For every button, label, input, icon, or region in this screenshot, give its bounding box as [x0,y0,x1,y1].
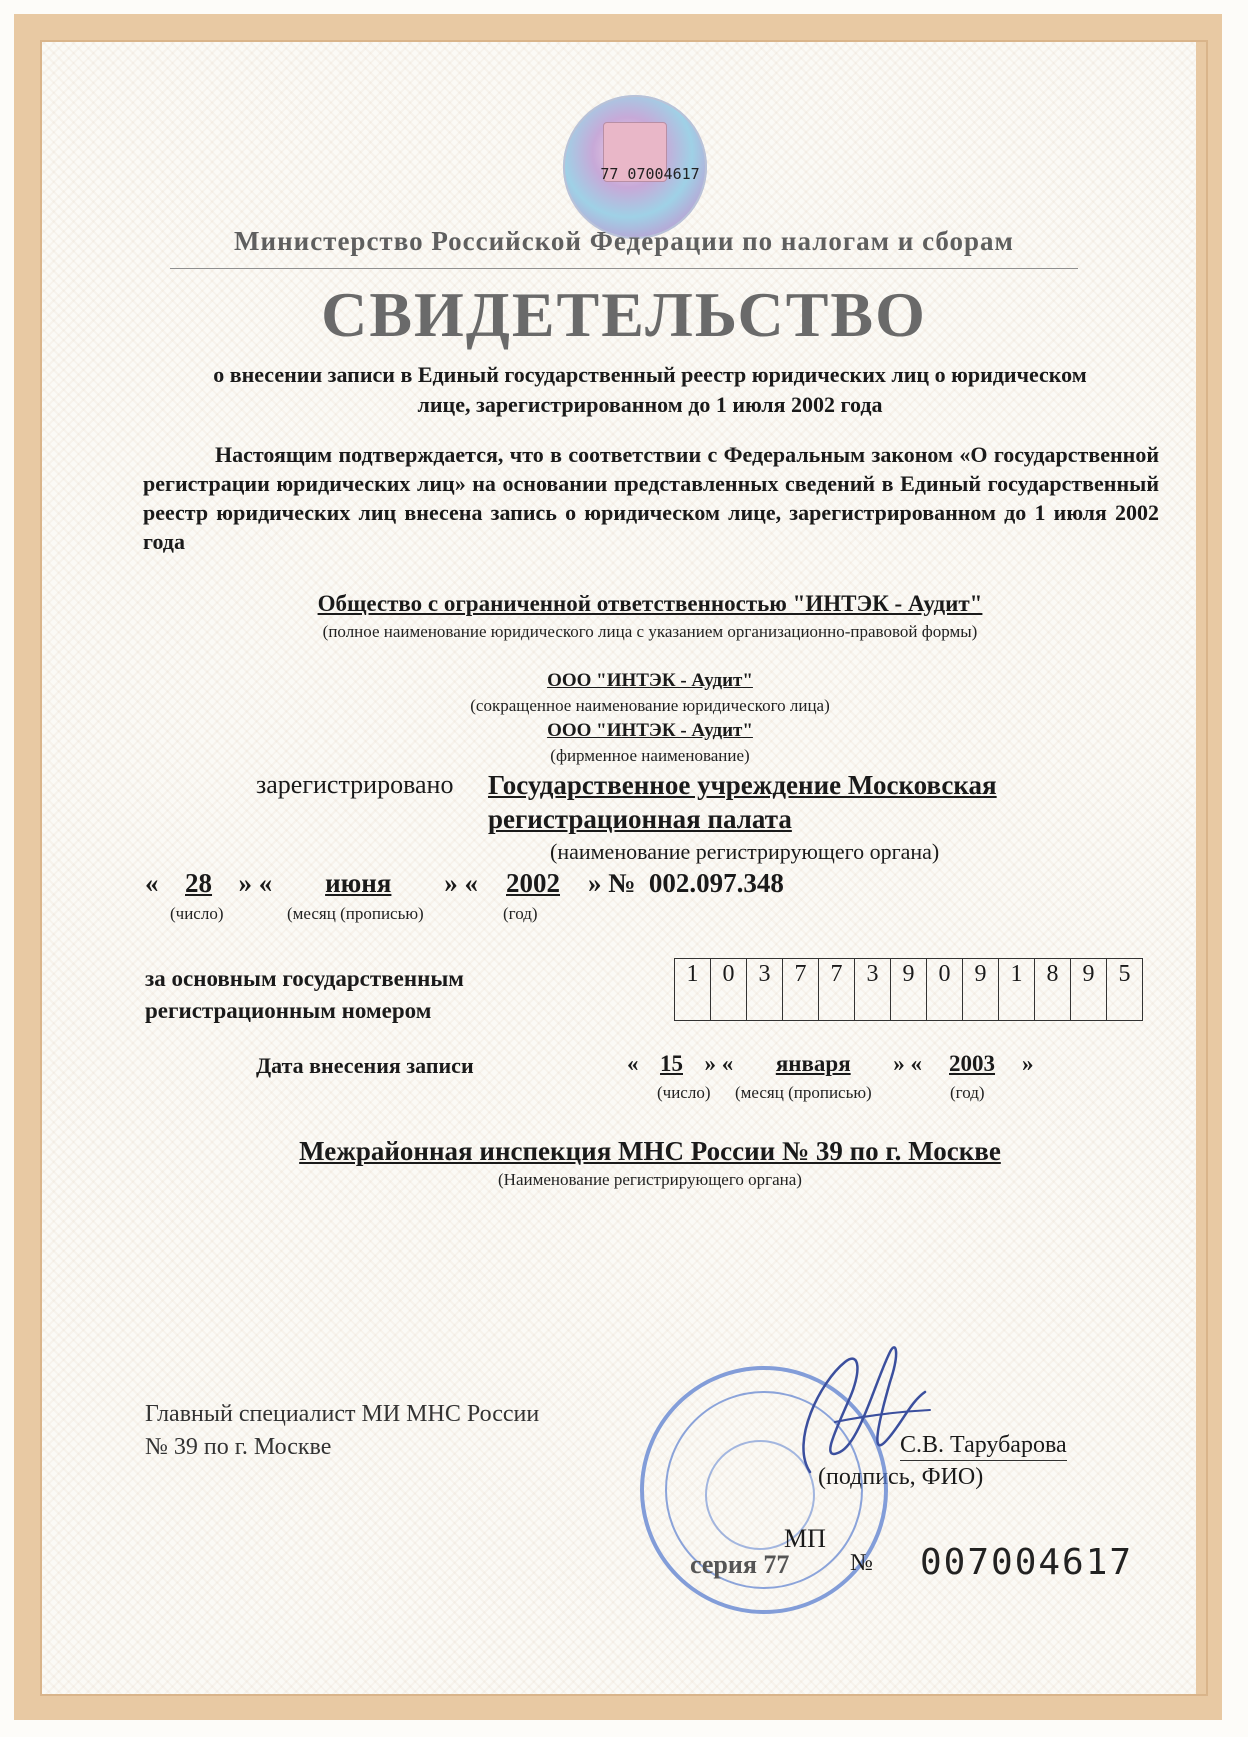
sign-caption: (подпись, ФИО) [818,1464,984,1490]
ministry-name: Министерство Российской Федерации по налогам и сборам [234,226,1014,256]
reg-year-caption: (год) [503,904,538,923]
subtitle-line-1: о внесении записи в Единый государственный реестр юридических лиц о юридическом [213,362,1087,387]
reg-month: июня [325,868,392,898]
authority-caption: (наименование регистрирующего органа) [550,839,940,864]
firm-name-block [140,720,1160,742]
authority-line-1: Государственное учреждение Московская [488,770,997,800]
form-number-label: № [850,1550,873,1576]
reg-day-caption: (число) [170,904,224,923]
ogrn-label-line-2: регистрационным номером [145,998,432,1023]
ogrn-label-line-1: за основным государственным [145,966,464,991]
registration-date-line: « 28 » « июня » « 2002 » № 002.097.348 [145,868,784,898]
confirmation-paragraph: Настоящим подтверждается, что в соответствии с Федеральным законом «О государственной регистрации юридических лиц» на основании представленных сведений в Единый государственный реестр юридических лиц внесена запись о юридическом лице, зарегистрированном до 1 июля 2002 года [143,442,1159,554]
entry-date-label: Дата внесения записи [256,1053,474,1078]
ogrn-row [675,959,1143,1021]
certificate-subtitle [140,360,1160,420]
entity-short-name: ООО "ИНТЭК - Аудит" [547,670,753,691]
ogrn-grid [674,958,1143,1021]
ogrn-digit: 9 [891,959,927,1021]
inspection-block [140,1136,1160,1167]
ogrn-digit: 0 [927,959,963,1021]
reg-day: 28 [185,868,212,898]
ogrn-digit: 1 [675,959,711,1021]
form-number: 007004617 [920,1542,1134,1583]
entry-month: января [775,1051,851,1076]
inspection-caption: (Наименование регистрирующего органа) [498,1170,802,1189]
full-name-caption: (полное наименование юридического лица с указанием организационно-правовой формы) [322,622,978,641]
short-name-caption: (сокращенное наименование юридического лица) [470,696,830,715]
subtitle-line-2: лице, зарегистрированном до 1 июля 2002 года [417,392,883,417]
entry-year: 2003 [949,1051,995,1076]
entity-full-name: Общество с ограниченной ответственностью "ИНТЭК - Аудит" [317,591,983,616]
hologram-number: 77 07004617 [600,165,700,183]
reg-month-caption: (месяц (прописью) [287,904,424,923]
ogrn-digit: 3 [747,959,783,1021]
certificate-title: СВИДЕТЕЛЬСТВО [321,279,927,350]
reg-year: 2002 [506,868,560,898]
ministry-divider [170,268,1078,269]
entry-year-caption: (год) [950,1083,985,1102]
handwritten-signature [750,1322,980,1512]
mp-label: МП [784,1524,826,1553]
short-name-block [140,670,1160,692]
inspection-name: Межрайонная инспекция МНС России № 39 по г. Москве [299,1136,1001,1166]
ogrn-digit: 7 [783,959,819,1021]
signatory-name: С.В. Тарубарова [900,1432,1067,1461]
reg-number-label: № [608,868,636,898]
ogrn-label [145,963,464,1027]
registered-label: зарегистрировано [256,770,454,799]
entity-firm-name: ООО "ИНТЭК - Аудит" [547,720,753,741]
series-label: серия 77 [690,1550,790,1579]
entry-date-line: « 15 » « января » « 2003 » [627,1051,1034,1076]
position-line-2: № 39 по г. Москве [145,1434,332,1460]
ogrn-digit: 3 [855,959,891,1021]
ogrn-digit: 0 [711,959,747,1021]
ogrn-digit: 8 [1035,959,1071,1021]
ogrn-digit: 7 [819,959,855,1021]
ogrn-digit: 9 [1071,959,1107,1021]
ogrn-digit: 9 [963,959,999,1021]
entry-day: 15 [660,1051,683,1076]
authority-line-2: регистрационная палата [488,804,792,834]
position-line-1: Главный специалист МИ МНС России [145,1401,540,1427]
firm-name-caption: (фирменное наименование) [550,746,750,765]
reg-number: 002.097.348 [648,868,784,898]
full-name-block [140,591,1160,617]
entry-month-caption: (месяц (прописью) [735,1083,872,1102]
ogrn-digit: 5 [1107,959,1143,1021]
entry-day-caption: (число) [657,1083,711,1102]
signatory-position [145,1398,539,1464]
ogrn-digit: 1 [999,959,1035,1021]
